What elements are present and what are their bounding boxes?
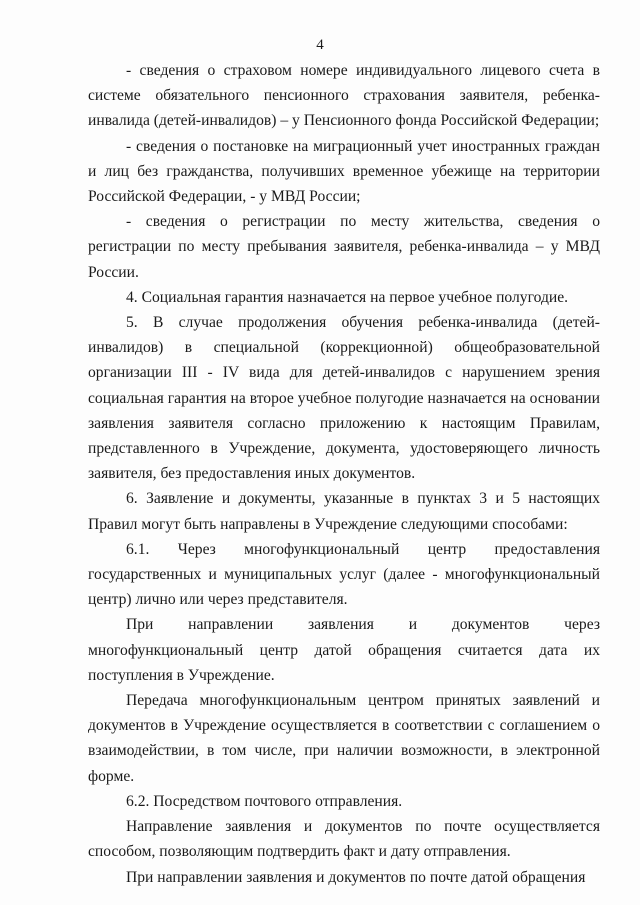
paragraph-mfc-submission-date: При направлении заявления и документов через многофункциональный центр датой обращения считается дата их поступления в Учреждение. xyxy=(88,616,600,684)
paragraph-insurance-number: - сведения о страховом номере индивидуального лицевого счета в системе обязательного пенсионного страхования заявителя, ребенка-инвалида (детей-инвалидов) – у Пенсионного фонда Российской Федерации; xyxy=(88,62,600,130)
paragraph-residence-registration: - сведения о регистрации по месту жительства, сведения о регистрации по месту пребывания заявителя, ребенка-инвалида – у МВД России. xyxy=(88,213,600,281)
paragraph-postal-submission-date: При направлении заявления и документов по почте датой обращения xyxy=(126,868,586,886)
paragraph-item-5: 5. В случае продолжения обучения ребенка-инвалида (детей-инвалидов) в специальной (коррекционной) общеобразовательной организации III - IV вида для детей-инвалидов с нарушением зрения социальная гарантия на второе учебное полугодие назначается на основании заявления заявителя согласно приложению к настоящим Правилам, представленного в Учреждение, документа, удостоверяющего личность заявителя, без предоставления иных документов. xyxy=(88,314,600,483)
paragraph-migration-registration: - сведения о постановке на миграционный учет иностранных граждан и лиц без гражданства, получивших временное убежище на территории Российской Федерации, - у МВД России; xyxy=(88,137,600,206)
paragraph-postal-method: Направление заявления и документов по почте осуществляется способом, позволяющим подтвердить факт и дату отправления. xyxy=(88,818,600,861)
paragraph-mfc-transfer: Передача многофункциональным центром принятых заявлений и документов в Учреждение осуществляется в соответствии с соглашением о взаимодействии, в том числе, при наличии возможности, в электронной форме. xyxy=(88,692,600,785)
page-number: 4 xyxy=(316,37,324,53)
paragraph-item-6-1: 6.1. Через многофункциональный центр предоставления государственных и муниципальных услуг (далее - многофункциональный центр) лично или через представителя. xyxy=(88,540,600,609)
paragraph-item-6: 6. Заявление и документы, указанные в пунктах 3 и 5 настоящих Правил могут быть направлены в Учреждение следующими способами: xyxy=(88,490,600,533)
paragraph-item-4: 4. Социальная гарантия назначается на первое учебное полугодие. xyxy=(126,288,569,306)
paragraph-item-6-2: 6.2. Посредством почтового отправления. xyxy=(126,792,403,810)
document-body xyxy=(88,58,600,890)
